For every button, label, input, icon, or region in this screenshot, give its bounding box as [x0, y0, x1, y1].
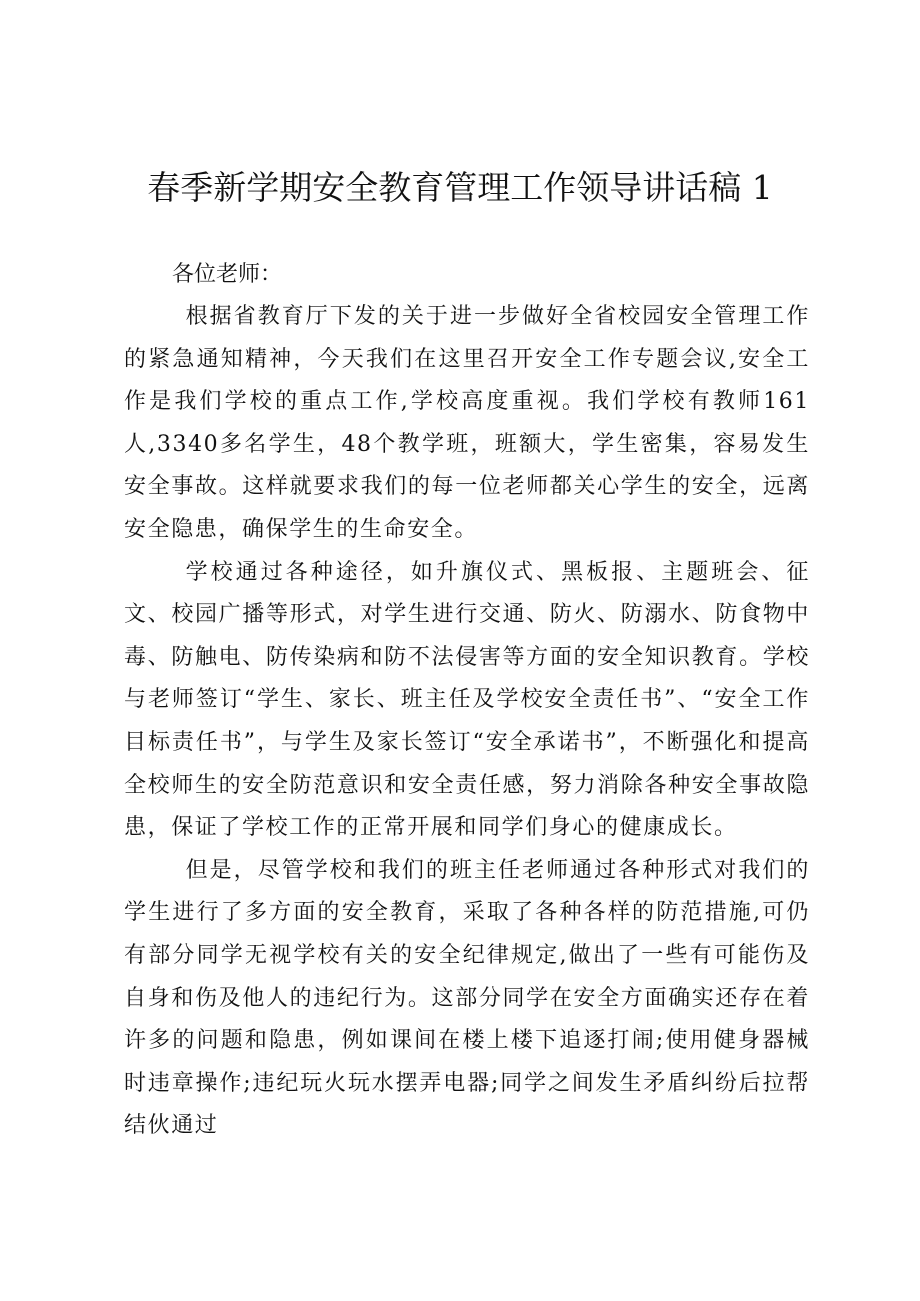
document-body: [124, 254, 810, 1148]
paragraph-3: 但是，尽管学校和我们的班主任老师通过各种形式对我们的学生进行了多方面的安全教育，采取了各种各样的防范措施,可仍有部分同学无视学校有关的安全纪律规定,做出了一些有可能伤及自身和伤及他人的违纪行为。这部分同学在安全方面确实还存在着许多的问题和隐患，例如课间在楼上楼下追逐打闹;使用健身器械时违章操作;违纪玩火玩水摆弄电器;同学之间发生矛盾纠纷后拉帮结伙通过: [124, 857, 810, 1139]
paragraph-2: 学校通过各种途径，如升旗仪式、黑板报、主题班会、征文、校园广播等形式，对学生进行交通、防火、防溺水、防食物中毒、防触电、防传染病和防不法侵害等方面的安全知识教育。学校与老师签订“学生、家长、班主任及学校安全责任书”、“安全工作目标责任书”，与学生及家长签订“安全承诺书”，不断强化和提高全校师生的安全防范意识和安全责任感，努力消除各种安全事故隐患，保证了学校工作的正常开展和同学们身心的健康成长。: [124, 559, 810, 841]
document-title: 春季新学期安全教育管理工作领导讲话稿 1: [147, 168, 773, 207]
salutation: 各位老师：: [172, 262, 283, 287]
paragraph-1: 根据省教育厅下发的关于进一步做好全省校园安全管理工作的紧急通知精神，今天我们在这里召开安全工作专题会议,安全工作是我们学校的重点工作,学校高度重视。我们学校有教师161人,3340多名学生，48个教学班，班额大，学生密集，容易发生安全事故。这样就要求我们的每一位老师都关心学生的安全，远离安全隐患，确保学生的生命安全。: [124, 304, 810, 542]
